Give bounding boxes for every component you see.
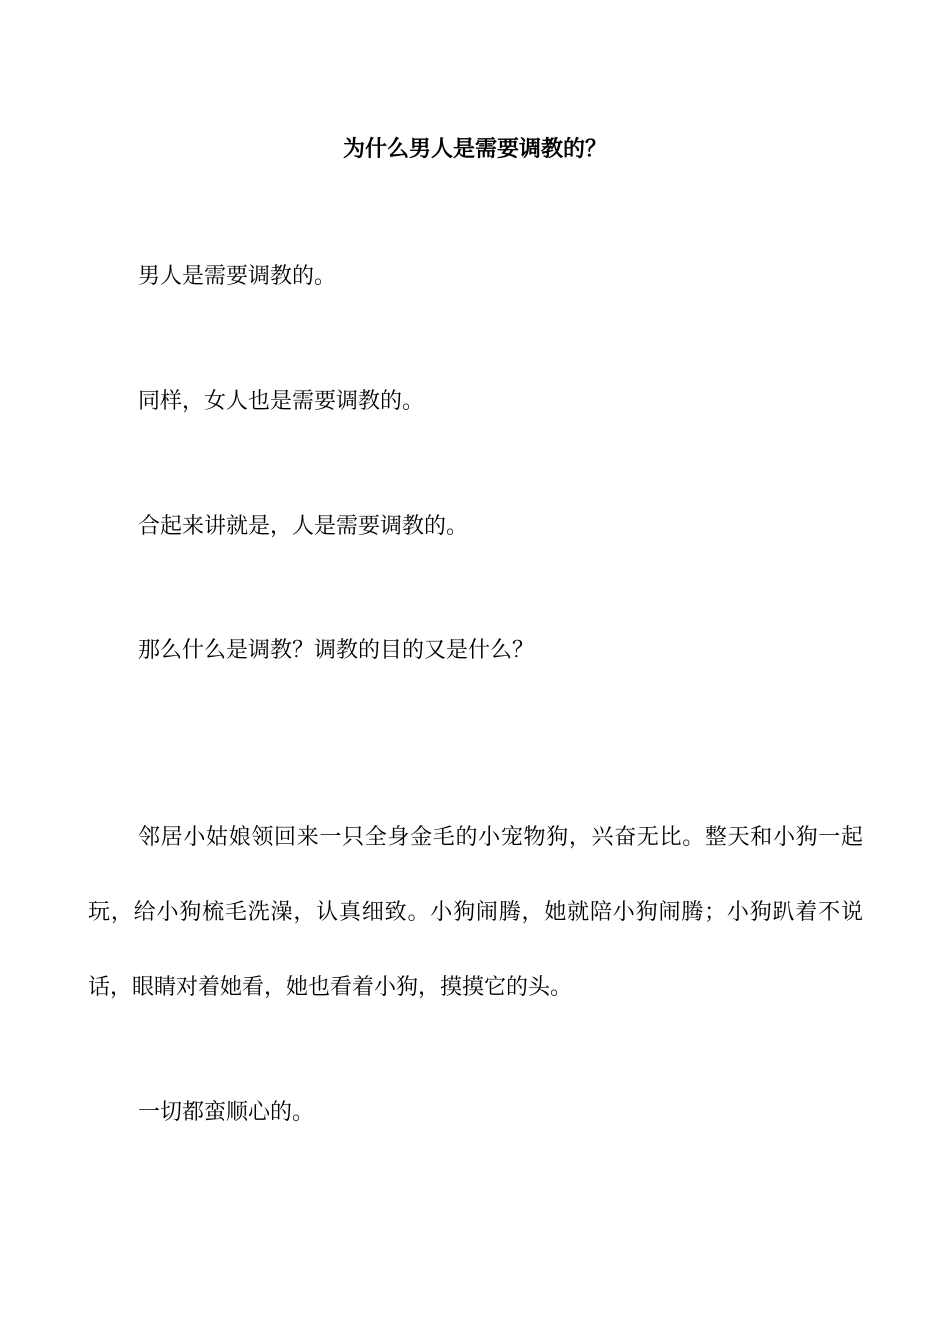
paragraph-6: 一切都蛮顺心的。	[138, 1100, 315, 1125]
document-title: 为什么男人是需要调教的？	[342, 136, 607, 162]
paragraph-5: 邻居小姑娘领回来一只全身金毛的小宠物狗，兴奋无比。整天和小狗一起玩，给小狗梳毛洗澡，认真细致。小狗闹腾，她就陪小狗闹腾；小狗趴着不说话，眼睛对着她看，她也看着小狗，摸摸它的头。	[88, 825, 863, 1000]
paragraph-3: 合起来讲就是，人是需要调教的。	[138, 514, 469, 539]
paragraph-4: 那么什么是调教？调教的目的又是什么？	[138, 638, 535, 663]
paragraph-2: 同样，女人也是需要调教的。	[138, 389, 425, 414]
paragraph-1: 男人是需要调教的。	[138, 264, 337, 289]
